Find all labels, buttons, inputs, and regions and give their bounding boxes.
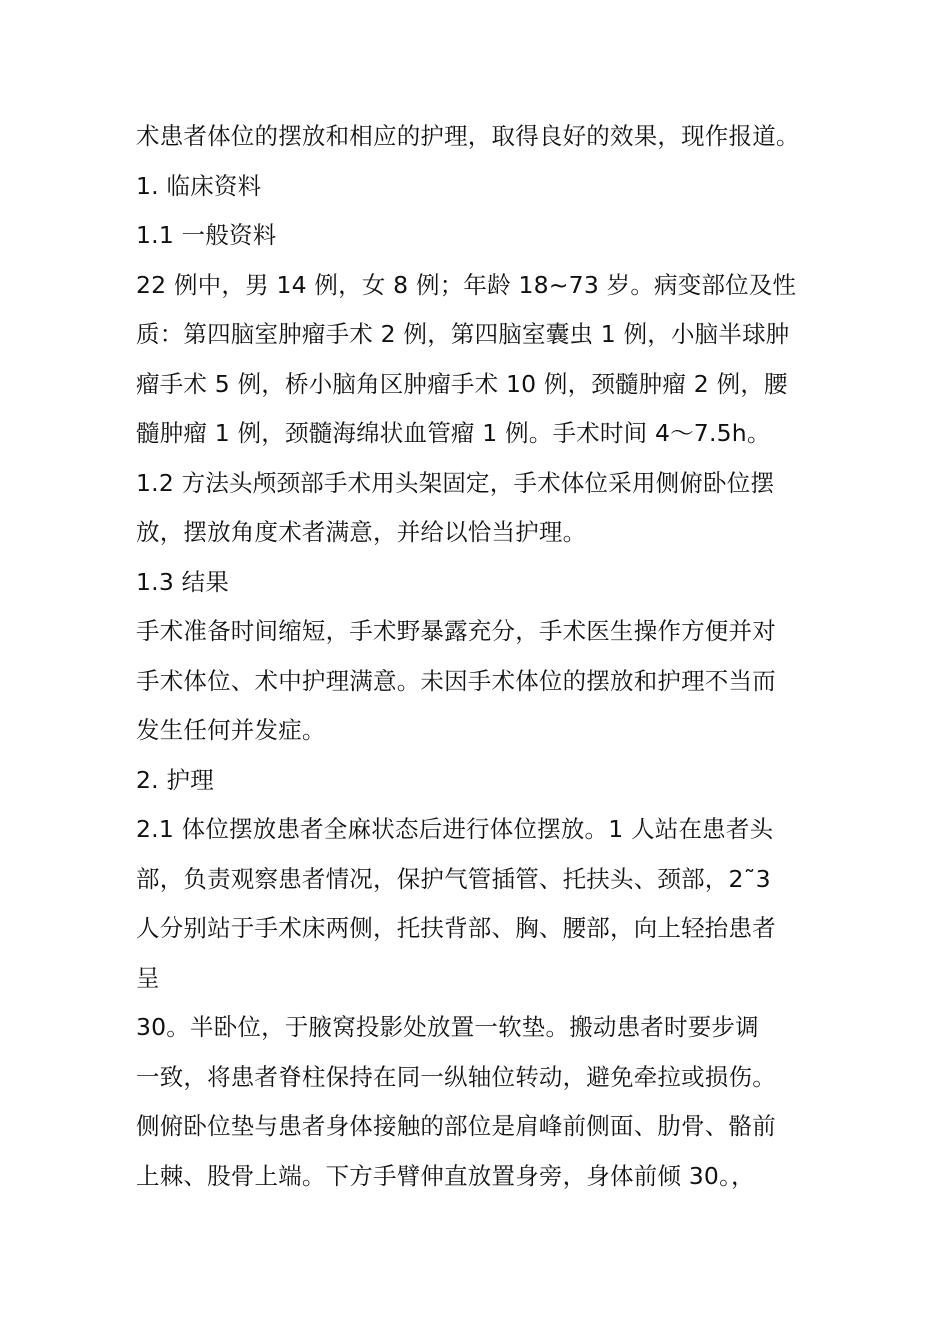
text-line: 质：第四脑室肿瘤手术 2 例，第四脑室囊虫 1 例，小脑半球肿 [136, 320, 790, 348]
text-line: 侧俯卧位垫与患者身体接触的部位是肩峰前侧面、肋骨、骼前 [136, 1112, 776, 1140]
text-line: 30。半卧位，于腋窝投影处放置一软垫。搬动患者时要步调 [136, 1013, 759, 1041]
subsection-heading: 1.3 结果 [136, 567, 230, 596]
text-line: 22 例中，男 14 例，女 8 例；年龄 18~73 岁。病变部位及性 [136, 270, 797, 299]
text-line: 2.1 体位摆放患者全麻状态后进行体位摆放。1 人站在患者头 [136, 815, 774, 843]
text-line: 上棘、股骨上端。下方手臂伸直放置身旁，身体前倾 30。， [136, 1161, 755, 1190]
text-line: 1.2 方法头颅颈部手术用头架固定，手术体位采用侧俯卧位摆 [136, 468, 775, 497]
subsection-heading: 1.1 一般资料 [136, 221, 277, 249]
section-heading: 2. 护理 [136, 765, 214, 794]
text-line: 呈 [136, 963, 160, 992]
text-line: 手术准备时间缩短，手术野暴露充分，手术医生操作方便并对 [136, 617, 776, 645]
text-line: 部，负责观察患者情况，保护气管插管、托扶头、颈部，2˜3 [136, 864, 771, 893]
text-line: 放，摆放角度术者满意，并给以恰当护理。 [136, 518, 587, 546]
text-line: 瘤手术 5 例，桥小脑角区肿瘤手术 10 例，颈髓肿瘤 2 例，腰 [136, 369, 788, 398]
document-body [136, 112, 816, 1201]
text-line: 术患者体位的摆放和相应的护理，取得良好的效果，现作报道。 [136, 122, 800, 150]
text-line: 发生任何并发症。 [136, 716, 326, 744]
text-line: 一致，将患者脊柱保持在同一纵轴位转动，避免牵拉或损伤。 [136, 1062, 776, 1091]
section-heading: 1. 临床资料 [136, 171, 262, 200]
text-line: 髓肿瘤 1 例，颈髓海绵状血管瘤 1 例。手术时间 4～7.5h。 [136, 419, 771, 447]
text-line: 人分别站于手术床两侧，托扶背部、胸、腰部，向上轻抬患者 [136, 914, 776, 942]
text-line: 手术体位、术中护理满意。未因手术体位的摆放和护理不当而 [136, 666, 776, 695]
